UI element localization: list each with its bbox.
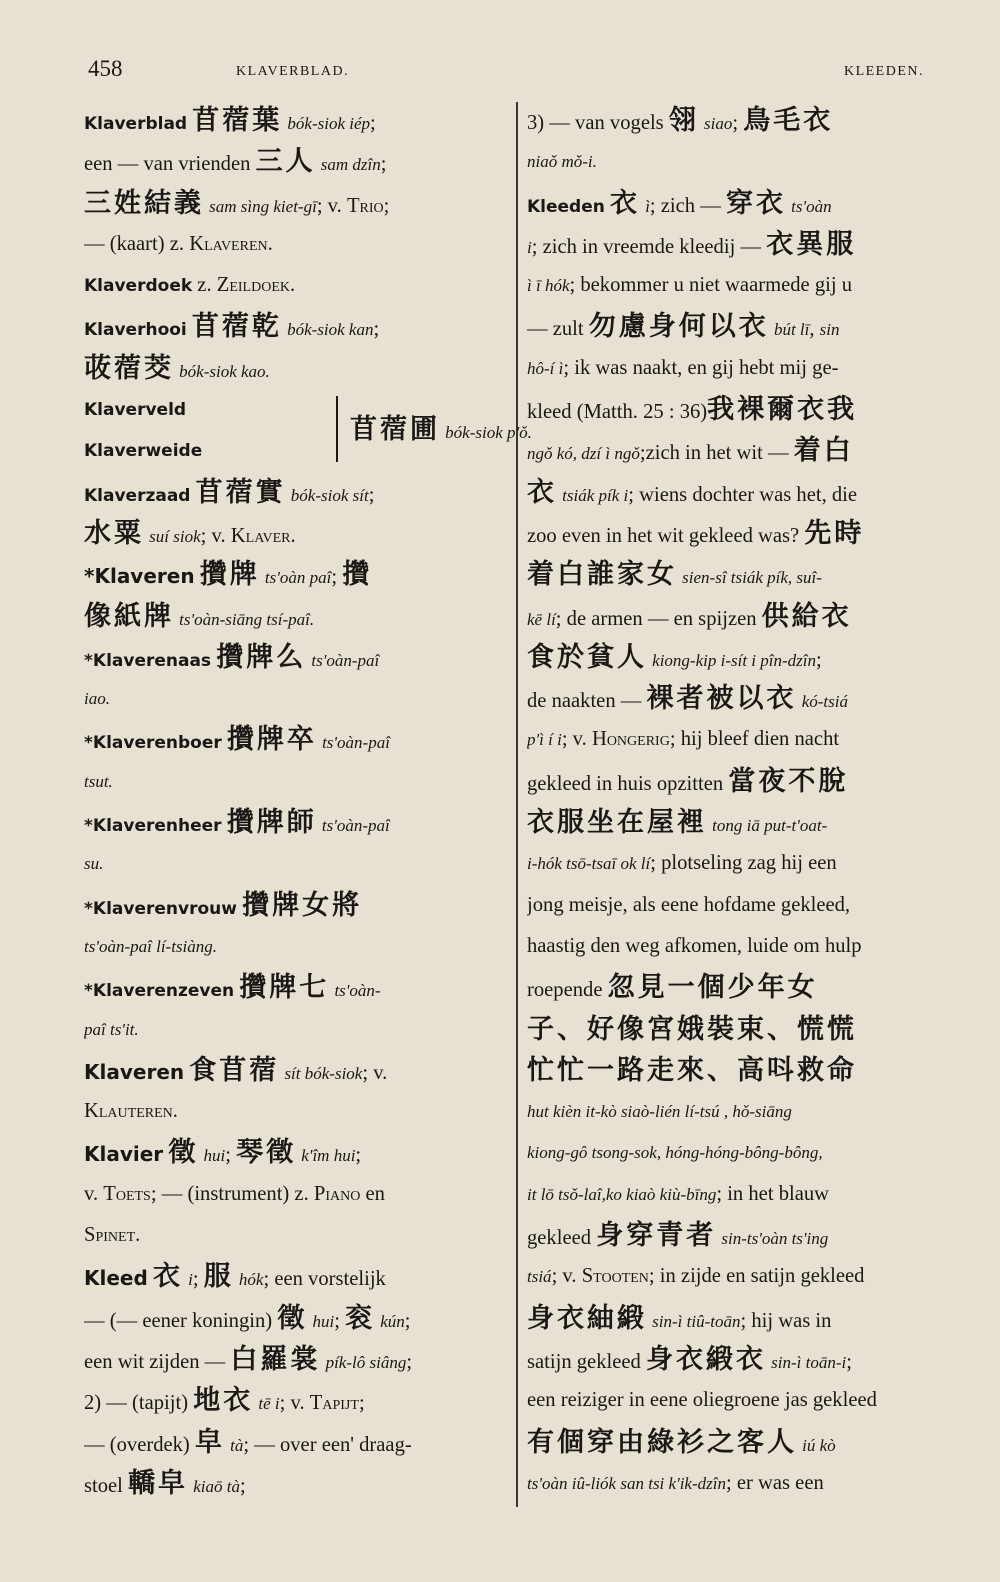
- entry-text: — (overdek): [84, 1433, 190, 1456]
- chinese-text: 三人: [255, 146, 316, 178]
- entry-line: [527, 1463, 957, 1504]
- chinese-text: 攢牌么: [216, 641, 307, 673]
- entry-line: [527, 224, 957, 265]
- headword: *Klaverenboer: [84, 733, 222, 754]
- entry-line: [84, 100, 504, 141]
- entry-line: [527, 719, 957, 760]
- romanization: ì ī hók: [527, 276, 570, 296]
- romanization: ts'oàn-paî: [311, 650, 380, 670]
- entry-line: [84, 348, 504, 389]
- chinese-text: 攢牌卒: [226, 724, 317, 756]
- romanization: kē lí: [527, 609, 556, 629]
- entry-line: [527, 1050, 957, 1091]
- running-head-left: KLAVERBLAD.: [236, 64, 350, 79]
- chinese-text: 勿慮身何以衣: [588, 311, 769, 343]
- romanization: ts'oàn-siāng tsí-paî.: [179, 609, 315, 629]
- chinese-text: 我裸爾衣我: [707, 394, 858, 426]
- entry-text: ;: [370, 112, 376, 134]
- entry-text: een reiziger in eene oliegroene jas gekleed: [527, 1389, 877, 1412]
- romanization: kún: [380, 1311, 405, 1331]
- headword: *Klaverenzeven: [84, 981, 235, 1002]
- right-column: [527, 100, 957, 1504]
- entry-text: ;: [355, 1144, 362, 1167]
- entry-text: een — van vrienden: [84, 153, 251, 176]
- chinese-text: 衣: [610, 187, 641, 219]
- entry-line: [527, 926, 957, 967]
- chinese-text: 鳥毛衣: [743, 105, 834, 136]
- entry-text: gekleed: [527, 1227, 592, 1250]
- chinese-text: 先時: [804, 517, 865, 549]
- cross-reference: Klaver.: [230, 524, 296, 547]
- entry-text: ;: [192, 1268, 199, 1291]
- entry-line: [84, 967, 504, 1008]
- romanization: tong iā put-t'oat-: [712, 816, 828, 836]
- headword: *Klaverenheer: [84, 816, 222, 837]
- entry-line: [84, 1298, 504, 1339]
- cross-reference: Piano: [313, 1182, 361, 1205]
- entry-text: 2) — (tapijt): [84, 1392, 189, 1415]
- romanization: tē i: [258, 1394, 280, 1414]
- chinese-text: 身穿青者: [596, 1220, 717, 1252]
- entry-text: satijn gekleed: [527, 1350, 641, 1373]
- romanization: p'ì í i: [527, 730, 562, 750]
- entry-text: ;: [816, 648, 822, 671]
- cross-reference: Zeildoek.: [216, 274, 296, 297]
- headword: *Klaverenaas: [84, 650, 212, 671]
- entry-line: [84, 1422, 504, 1463]
- romanization: sam dzîn: [320, 155, 381, 175]
- romanization: bók-siok iép: [287, 114, 371, 133]
- entry-line: [527, 678, 957, 719]
- entry-text: ; — (instrument) z.: [150, 1182, 309, 1205]
- headword: Klaverdoek: [84, 276, 193, 297]
- romanization: kó-tsiá: [801, 692, 848, 712]
- page-header: [88, 56, 948, 90]
- entry-text: stoel: [84, 1474, 123, 1497]
- romanization: tsiák pík i: [562, 485, 629, 505]
- entry-line: [527, 430, 957, 471]
- headword: Klaverveld: [84, 400, 187, 421]
- chinese-text: 轎皁: [128, 1467, 189, 1499]
- chinese-text: 身衣緞衣: [645, 1343, 766, 1375]
- chinese-text: 衣: [152, 1261, 183, 1293]
- entry-text: ; v.: [200, 524, 226, 547]
- entry-text: z.: [192, 274, 212, 297]
- romanization: pík-lô siâng: [325, 1352, 407, 1372]
- chinese-text: 白羅裳: [230, 1343, 321, 1375]
- entry-line: [527, 100, 957, 141]
- romanization: tà: [230, 1435, 244, 1455]
- entry-text: ,: [809, 318, 815, 341]
- entry-text: ; v.: [316, 194, 342, 217]
- entry-line: [527, 554, 957, 595]
- romanization: hui: [203, 1146, 226, 1166]
- entry-line: [84, 224, 504, 265]
- entry-line: [527, 265, 957, 306]
- chinese-text: 苜蓿實: [195, 476, 286, 508]
- cross-reference: Klaveren.: [189, 232, 273, 255]
- entry-line: [84, 141, 504, 182]
- chinese-text: 衣服坐在屋裡: [527, 807, 707, 839]
- entry-text: en: [365, 1182, 385, 1205]
- entry-text: een wit zijden —: [84, 1350, 226, 1373]
- romanization: bók-siok kan: [287, 320, 374, 340]
- romanization: hut kièn it-kò siaò-lién lí-tsú , hǒ-siāng: [527, 1102, 792, 1122]
- entry-line: [527, 472, 957, 513]
- entry-line: [84, 1174, 504, 1215]
- entry-line: [84, 265, 504, 306]
- cross-reference: Stooten: [581, 1265, 649, 1288]
- chinese-text: 着白: [793, 435, 854, 467]
- entry-line: [84, 1009, 504, 1050]
- entry-line: [527, 389, 957, 430]
- entry-line: [84, 1380, 504, 1421]
- romanization: k'îm hui: [301, 1146, 356, 1166]
- romanization: ts'oàn-paî lí-tsiàng.: [84, 936, 218, 956]
- entry-line: [84, 1132, 504, 1173]
- chinese-text: 苜蓿乾: [191, 311, 282, 343]
- chinese-text: 攢: [342, 559, 373, 591]
- entry-text: ; bekommer u niet waarmede gij u: [569, 274, 853, 297]
- entry-text: ;: [368, 483, 375, 506]
- chinese-text: 荍蓿茭: [84, 352, 174, 384]
- chinese-text: 攢牌: [199, 559, 260, 591]
- cross-reference: Toets: [103, 1182, 151, 1205]
- entry-text: ;: [404, 1309, 411, 1332]
- chinese-text: 攢牌女將: [242, 889, 363, 921]
- entry-line: [527, 1174, 957, 1215]
- entry-text: ;: [225, 1144, 231, 1167]
- chinese-text: 穿衣: [726, 187, 786, 219]
- brace-mark: [336, 396, 345, 462]
- entry-text: ;: [334, 1309, 340, 1332]
- running-head-right: KLEEDEN.: [843, 64, 924, 79]
- romanization: ì: [645, 196, 650, 216]
- entry-text: ;: [406, 1350, 413, 1373]
- entry-line: [84, 761, 504, 802]
- entry-text: jong meisje, als eene hofdame gekleed,: [527, 893, 851, 916]
- romanization: it lō tsǒ-laî,ko kiaò kiù-bīng: [527, 1184, 717, 1204]
- entry-line: [84, 1463, 504, 1504]
- entry-line: [84, 678, 504, 719]
- chinese-text: 皁: [194, 1426, 225, 1458]
- romanization: hui: [312, 1311, 335, 1331]
- entry-text: ; v.: [551, 1265, 577, 1288]
- entry-text: ; v.: [362, 1061, 388, 1084]
- cross-reference: Tapijt: [309, 1392, 359, 1415]
- entry-line: [527, 967, 957, 1008]
- romanization: ngǒ kó, dzí ì ngǒ: [527, 444, 640, 464]
- entry-text: ;: [383, 194, 390, 217]
- entry-line: [84, 1256, 504, 1297]
- chinese-text: 像紙牌: [84, 600, 174, 632]
- romanization: sin-ì tiû-toān: [652, 1311, 741, 1331]
- entry-text: ; hij bleef dien nacht: [669, 728, 840, 751]
- entry-line: [527, 1339, 957, 1380]
- chinese-text: 琴徵: [236, 1137, 297, 1169]
- entry-line: [84, 1339, 504, 1380]
- entry-line: [527, 513, 957, 554]
- entry-line: [527, 761, 957, 802]
- chinese-text: 有個穿由綠衫之客人: [527, 1426, 797, 1458]
- entry-line: [527, 802, 957, 843]
- page-number: 458: [88, 56, 123, 81]
- chinese-text: 忙忙一路走來、高呌救命: [527, 1054, 857, 1086]
- chinese-text: 着白誰家女: [527, 559, 677, 591]
- entry-text: ;: [373, 318, 380, 341]
- romanization: siao: [704, 114, 733, 133]
- entry-text: roepende: [527, 979, 603, 1002]
- entry-line: [527, 1298, 957, 1339]
- chinese-text: 水粟: [84, 517, 144, 549]
- entry-line: [84, 719, 504, 760]
- entry-line: [527, 1380, 957, 1421]
- chinese-text: 衣: [527, 476, 557, 508]
- romanization: bók-siok p'ǒ.: [445, 423, 532, 443]
- entry-text: zoo even in het wit gekleed was?: [527, 524, 800, 547]
- chinese-text: 子、好像宮娥裝束、慌慌: [527, 1013, 857, 1045]
- entry-text: ; een vorstelijk: [263, 1268, 386, 1291]
- entry-line: [527, 885, 957, 926]
- left-column: [84, 100, 532, 1504]
- entry-text: ; wiens dochter was het, die: [628, 483, 858, 506]
- entry-line: [84, 183, 504, 224]
- romanization: ts'oàn: [791, 196, 832, 216]
- entry-line: [527, 348, 957, 389]
- romanization: hô-í ì: [527, 358, 564, 378]
- entry-text: de naakten —: [527, 690, 642, 713]
- romanization: ts'oàn iû-liók san tsi k'ik-dzîn: [527, 1473, 726, 1493]
- entry-text: ;: [239, 1474, 246, 1497]
- chinese-text: 當夜不脫: [728, 765, 849, 797]
- chinese-text: 三姓結義: [84, 187, 204, 219]
- entry-line: [527, 141, 957, 182]
- entry-line: [84, 1215, 504, 1256]
- entry-line: [527, 306, 957, 347]
- romanization: bók-siok sít: [290, 485, 369, 505]
- romanization: bút lī: [773, 320, 810, 340]
- entry-text: ;: [846, 1350, 852, 1373]
- entry-text: ; v.: [561, 728, 587, 751]
- cross-reference: Spinet.: [84, 1224, 141, 1247]
- romanization: sin: [819, 320, 840, 340]
- romanization: kiong-kip i-sít i pîn-dzîn: [652, 650, 816, 670]
- entry-text: ;: [732, 112, 739, 134]
- entry-line: [84, 1091, 504, 1132]
- entry-text: ;: [331, 566, 338, 589]
- entry-text: v.: [84, 1182, 99, 1205]
- entry-line: [84, 513, 504, 554]
- chinese-text: 攢牌師: [226, 807, 317, 839]
- chinese-text: 忽見一個少年女: [607, 972, 818, 1004]
- chinese-text: 翎: [668, 105, 699, 136]
- entry-line: [527, 637, 957, 678]
- entry-text: — zult: [527, 318, 584, 341]
- entry-text: ; plotseling zag hij een: [650, 852, 837, 875]
- romanization: i-hók tsō-tsaī ok lí: [527, 854, 651, 874]
- headword: Klaverzaad: [84, 485, 191, 506]
- headword: Kleed: [84, 1266, 148, 1291]
- entry-line: [84, 637, 504, 678]
- entry-text: ; de armen — en spijzen: [555, 607, 757, 630]
- chinese-text: 地衣: [193, 1385, 254, 1417]
- entry-text: ; er was een: [725, 1471, 824, 1494]
- romanization: sin-ì toān-i: [771, 1352, 847, 1372]
- romanization: ts'oàn-paî: [322, 733, 390, 753]
- chinese-text: 衣異服: [766, 228, 857, 260]
- romanization: tsiá: [527, 1267, 552, 1287]
- entry-text: ;: [358, 1392, 365, 1415]
- entry-line: [84, 472, 504, 513]
- headword: Klaveren: [84, 1059, 185, 1084]
- entry-text: ; hij was in: [740, 1309, 832, 1332]
- chinese-text: 裸者被以衣: [646, 683, 797, 715]
- entry-text: ; in zijde en satijn gekleed: [648, 1265, 865, 1288]
- braced-definition: [350, 409, 532, 453]
- chinese-text: 衮: [345, 1302, 376, 1334]
- headword: *Klaveren: [84, 564, 195, 589]
- romanization: hók: [238, 1270, 264, 1290]
- braced-entry: [84, 389, 532, 472]
- chinese-text: 身衣紬緞: [527, 1302, 647, 1334]
- entry-text: haastig den weg afkomen, luide om hulp: [527, 934, 862, 957]
- romanization: ts'oàn-paî: [321, 816, 390, 836]
- headword: Klaverhooi: [84, 320, 187, 341]
- chinese-text: 攢牌七: [239, 972, 330, 1004]
- romanization: sien-sî tsiák pík, suî-: [682, 568, 822, 588]
- chinese-text: 苜蓿葉: [192, 105, 283, 136]
- chinese-text: 食於貧人: [527, 641, 647, 673]
- entry-text: ; zich in vreemde kleedij —: [531, 235, 762, 258]
- chinese-text: 供給衣: [761, 600, 852, 632]
- entry-line: [84, 802, 504, 843]
- romanization: sít bók-siok: [284, 1063, 363, 1083]
- entry-text: ; ik was naakt, en gij hebt mij ge-: [563, 356, 839, 379]
- entry-text: — (kaart) z.: [84, 232, 185, 255]
- entry-line: [84, 1050, 504, 1091]
- entry-text: ; in het blauw: [716, 1182, 830, 1205]
- entry-line: [84, 843, 504, 884]
- entry-line: [84, 554, 504, 595]
- entry-line: [84, 926, 504, 967]
- entry-line: [527, 1009, 957, 1050]
- headword: *Klaverenvrouw: [84, 898, 237, 919]
- romanization: kiaō tà: [193, 1476, 240, 1496]
- headword: Klavier: [84, 1142, 164, 1167]
- entry-line: [84, 306, 504, 347]
- romanization: suí siok: [149, 526, 201, 546]
- entry-line: [527, 183, 957, 224]
- entry-line: [527, 1091, 957, 1132]
- entry-text: ; zich —: [649, 194, 721, 217]
- romanization: niaǒ mǒ-i.: [527, 152, 597, 172]
- entry-line: [84, 596, 504, 637]
- romanization: ts'oàn-: [334, 981, 381, 1001]
- cross-reference: Hongerig: [591, 728, 670, 751]
- chinese-text: 食苜蓿: [189, 1054, 280, 1086]
- entry-text: ; v.: [279, 1392, 305, 1415]
- entry-line: [527, 1132, 957, 1173]
- cross-reference: Trio: [346, 194, 384, 217]
- romanization: sam sìng kiet-gī: [209, 196, 317, 216]
- headword: Klaverweide: [84, 441, 203, 462]
- entry-line: [527, 1256, 957, 1297]
- romanization: sin-ts'oàn ts'ing: [721, 1229, 829, 1249]
- romanization: i: [188, 1270, 193, 1290]
- romanization: kiong-gô tsong-sok, hóng-hóng-bông-bông,: [527, 1143, 823, 1163]
- headword: Kleeden: [527, 196, 605, 217]
- cross-reference: Klauteren.: [84, 1100, 178, 1123]
- entry-line: [527, 1215, 957, 1256]
- romanization: iao.: [84, 689, 110, 709]
- romanization: iú kò: [802, 1435, 836, 1455]
- romanization: paî ts'it.: [84, 1019, 139, 1039]
- romanization: su.: [84, 854, 104, 874]
- column-divider: [516, 102, 518, 1507]
- chinese-text: 服: [203, 1261, 234, 1293]
- entry-text: — (— eener koningin): [84, 1309, 273, 1332]
- headword: Klaverblad: [84, 114, 188, 134]
- entry-line: [527, 596, 957, 637]
- chinese-text: 徵: [277, 1302, 308, 1334]
- chinese-text: 苜蓿圃: [350, 414, 440, 446]
- entry-text: 3) — van vogels: [527, 112, 664, 134]
- romanization: bók-siok kao.: [179, 361, 270, 381]
- entry-line: [527, 1422, 957, 1463]
- entry-text: gekleed in huis opzitten: [527, 772, 724, 795]
- entry-text: kleed (Matth. 25 : 36): [527, 401, 708, 424]
- chinese-text: 徵: [168, 1137, 199, 1169]
- entry-line: [527, 843, 957, 884]
- romanization: tsut.: [84, 771, 113, 791]
- entry-text: ; — over een' draag-: [243, 1433, 412, 1456]
- entry-line: [84, 885, 504, 926]
- entry-text: ;: [380, 153, 387, 176]
- romanization: ts'oàn paî: [264, 568, 332, 588]
- entry-text: ;zich in het wit —: [639, 442, 789, 465]
- romanization: i: [527, 237, 532, 257]
